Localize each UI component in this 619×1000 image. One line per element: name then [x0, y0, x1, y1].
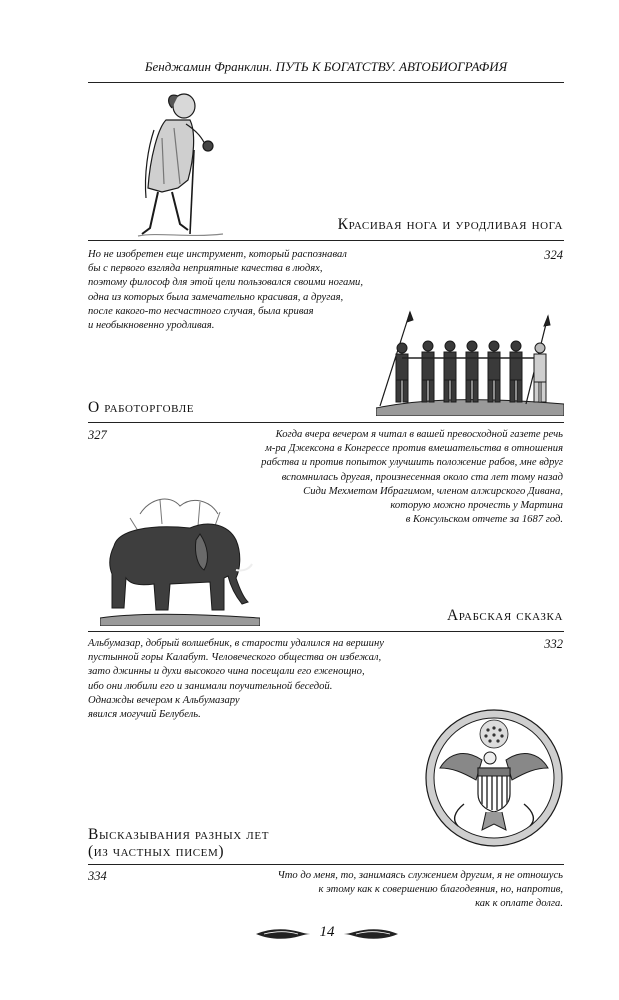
section-number: 334 [88, 869, 107, 883]
section-text [88, 248, 388, 333]
elephant-engraving [100, 494, 260, 626]
text-line: которую можно прочесть у Мартина [390, 500, 563, 512]
text-line: Но не изобретен еще инструмент, который распознавал [88, 249, 347, 260]
footer-ornament-left [256, 926, 312, 942]
text-line: Альбумазар, добрый волшебник, в старости удалился на вершину [88, 638, 384, 649]
section-text [223, 428, 563, 527]
section-title-beautiful-leg: Красивая нога и уродливая нога [337, 216, 563, 233]
text-line: бы с первого взгляда неприятные качества в людях, [88, 263, 323, 275]
man-with-cane-engraving [128, 88, 228, 240]
section-title-line: Высказывания разных лет [88, 826, 270, 843]
text-line: поэтому философ для этой цели пользовался своими ногами, [88, 277, 364, 289]
section-title-line: (из частных писем) [88, 843, 225, 860]
text-line: Что до меня, то, занимаясь служением другим, я не отношусь [277, 870, 563, 881]
section-rule [88, 422, 564, 423]
slave-procession-engraving [376, 308, 564, 416]
section-rule [88, 631, 564, 632]
text-line: и необыкновенно уродливая. [88, 320, 215, 332]
text-line: м-ра Джексона в Конгрессе против вмешательства в отношения [265, 443, 563, 455]
section-title-arabian-tale: Арабская сказка [446, 607, 563, 624]
text-line: ибо они любили его и занимали поучительной беседой. [88, 680, 333, 692]
text-line: после какого-то несчастного случая, была кривая [88, 305, 314, 317]
page-number: 14 [319, 924, 335, 940]
section-title-sayings [88, 826, 269, 860]
text-line: зато джинны и духи высокого чина посещали его еженощно, [88, 666, 365, 678]
footer-ornament-right [342, 926, 398, 942]
running-header [88, 56, 564, 83]
text-line: рабства и против попыток улучшить положение рабов, мне вдруг [261, 457, 563, 469]
section-rule [88, 864, 564, 865]
text-line: явился могучий Белубель. [88, 709, 201, 721]
great-seal-eagle-engraving [424, 708, 564, 848]
section-text [243, 869, 563, 912]
text-line: в Консульском отчете за 1687 год. [405, 514, 563, 526]
text-line: пустынной горы Калабут. Человеческого общества он избежал, [88, 652, 382, 664]
text-line: Когда вчера вечером я читал в вашей превосходной газете речь [275, 429, 563, 440]
text-line: вспомнилась другая, произнесенная около ста лет тому назад [281, 471, 563, 483]
text-line: Сиди Мехметом Ибрагимом, членом алжирского Дивана, [303, 485, 563, 497]
section-number: 327 [88, 428, 107, 442]
section-title-slave-trade: О работорговле [88, 399, 195, 416]
text-line: Однажды вечером к Альбумазару [88, 694, 240, 706]
section-number: 332 [544, 637, 563, 651]
section-rule [88, 240, 564, 241]
section-text [88, 637, 408, 722]
running-header-text: Бенджамин Франклин. ПУТЬ К БОГАТСТВУ. АВТОБИОГРАФИЯ [144, 59, 508, 74]
text-line: одна из которых была замечательно красивая, а другая, [88, 291, 344, 303]
section-number: 324 [544, 248, 563, 262]
text-line: как к оплате долга. [475, 898, 563, 910]
text-line: к этому как к совершению благодеяния, но, напротив, [318, 884, 563, 896]
